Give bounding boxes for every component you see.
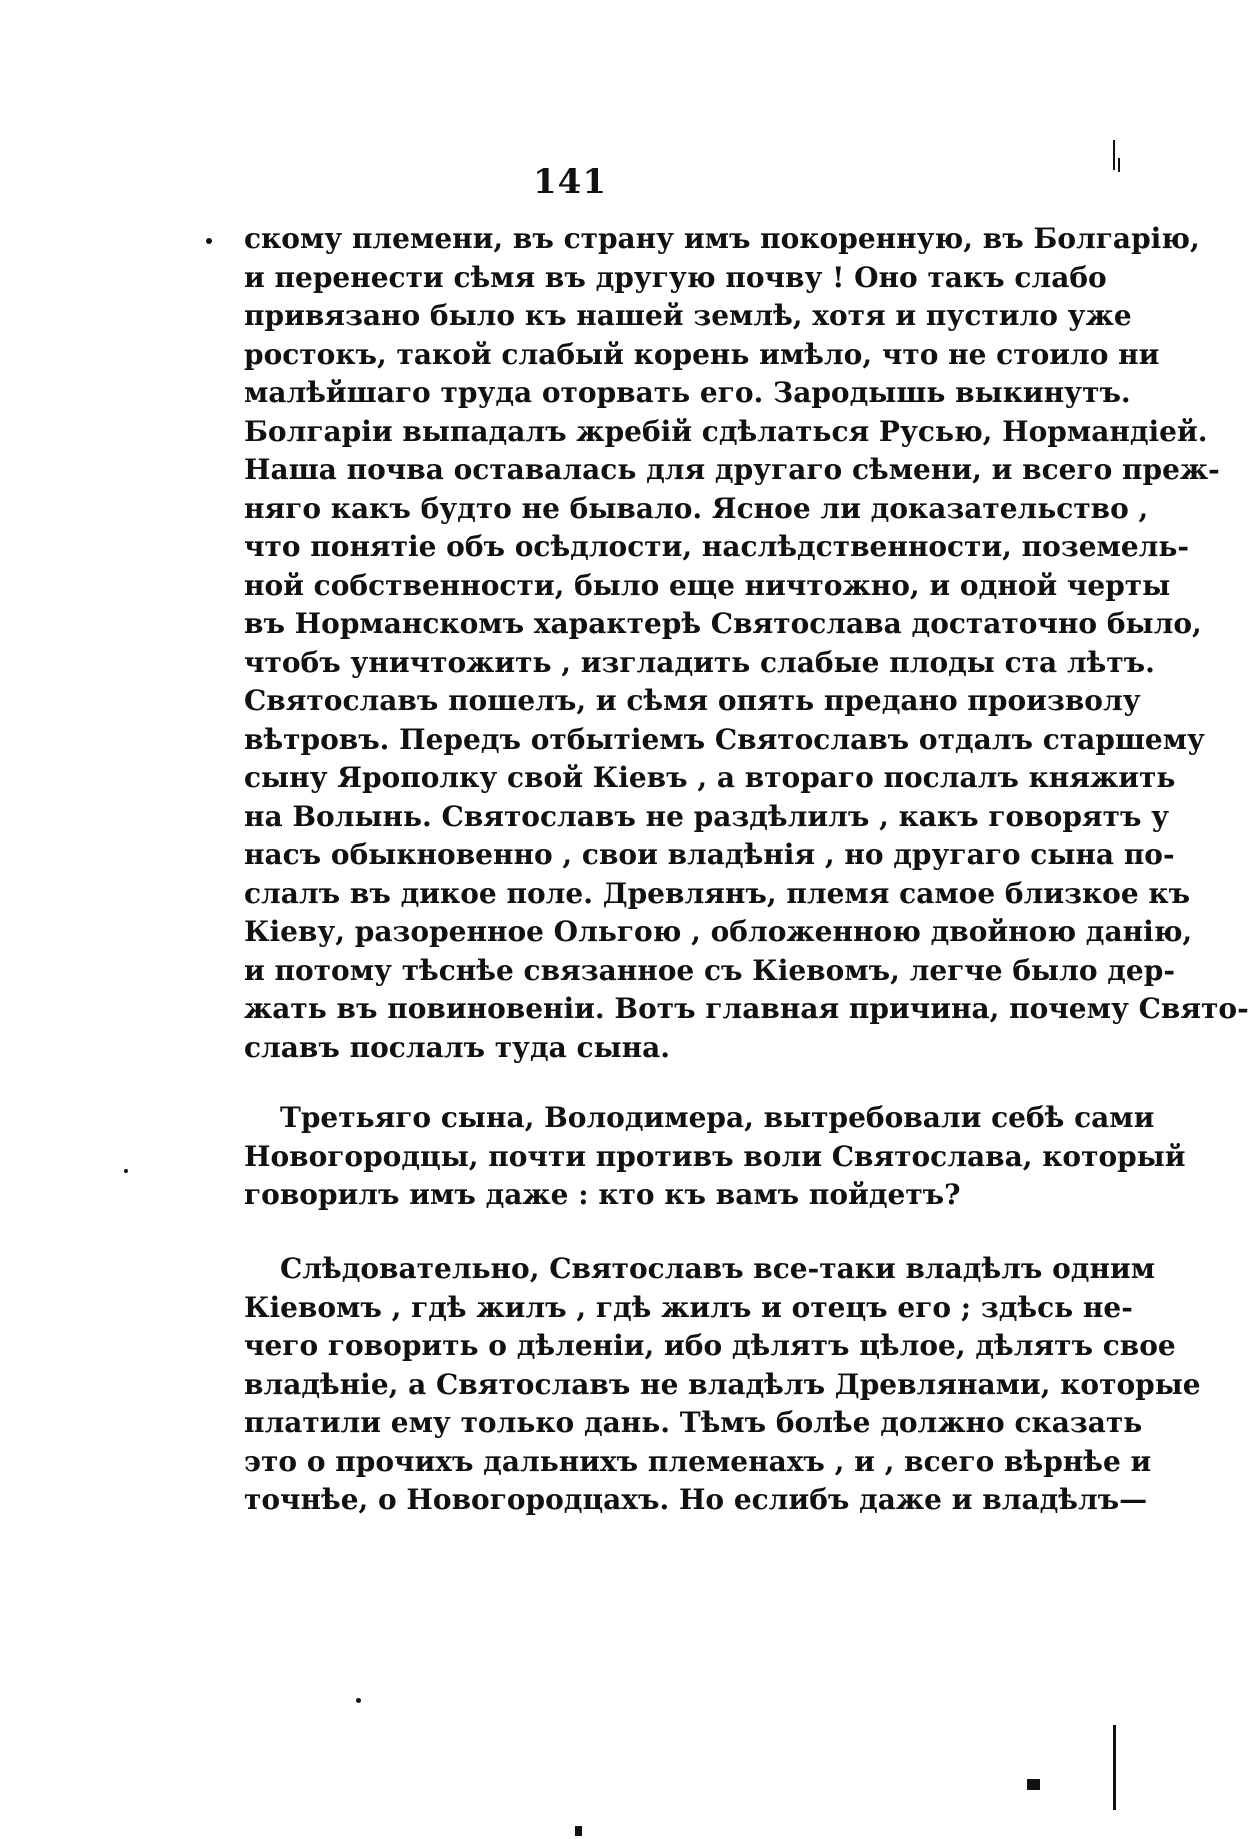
scan-speck: [575, 1826, 582, 1836]
margin-dot: [206, 238, 212, 244]
text-line: малѣйшаго труда оторвать его. Зародышь выкинутъ.: [244, 376, 1131, 409]
paragraph-1: [244, 220, 1249, 1067]
text-line: Святославъ пошелъ, и сѣмя опять предано произволу: [244, 684, 1141, 717]
text-line: чтобъ уничтожить , изгладить слабые плоды ста лѣтъ.: [244, 645, 1155, 679]
text-line: вѣтровъ. Передъ отбытіемъ Святославъ отдалъ старшему: [244, 722, 1205, 756]
text-line: платили ему только дань. Тѣмъ болѣе должно сказать: [244, 1406, 1143, 1439]
paragraph-3: [244, 1250, 1201, 1520]
text-line: въ Норманскомъ характерѣ Святослава достаточно было,: [244, 607, 1202, 640]
scan-speck: [356, 1698, 361, 1703]
text-line: это о прочихъ дальнихъ племенахъ , и , всего вѣрнѣе и: [244, 1444, 1152, 1478]
text-line: слалъ въ дикое поле. Древлянъ, племя самое близкое къ: [244, 876, 1191, 910]
text-line: и потому тѣснѣе связанное съ Кіевомъ, легче было дер-: [244, 953, 1175, 987]
text-line: Кіеву, разоренное Ольгою , обложенною двойною данію,: [244, 915, 1193, 948]
text-line: Третьяго сына, Володимера, вытребовали себѣ сами: [280, 1101, 1155, 1134]
text-line: точнѣе, о Новогородцахъ. Но еслибъ даже и владѣлъ—: [244, 1483, 1148, 1516]
scan-edge-mark: [1113, 140, 1115, 170]
text-line: привязано было къ нашей землѣ, хотя и пустило уже: [244, 299, 1132, 332]
margin-dot: [124, 1169, 128, 1173]
text-line: чего говорить о дѣленіи, ибо дѣлятъ цѣлое, дѣлятъ свое: [244, 1329, 1176, 1362]
text-line: насъ обыкновенно , свои владѣнія , но другаго сына по-: [244, 838, 1175, 871]
text-line: славъ послалъ туда сына.: [244, 1030, 671, 1064]
text-line: сыну Ярополку свой Кіевъ , а втораго послалъ княжить: [244, 761, 1176, 794]
text-line: Болгаріи выпадалъ жребій сдѣлаться Русью, Нормандiей.: [244, 414, 1208, 448]
scan-speck: [1027, 1779, 1040, 1790]
text-line: скому племени, въ страну имъ покоренную, въ Болгарію,: [244, 222, 1200, 255]
scan-edge-mark: [1113, 1725, 1116, 1810]
text-line: Слѣдовательно, Святославъ все-таки владѣлъ одним: [280, 1252, 1156, 1285]
scan-edge-mark: [1118, 158, 1120, 172]
text-line: Кіевомъ , гдѣ жилъ , гдѣ жилъ и отецъ его ; здѣсь не-: [244, 1290, 1133, 1324]
paragraph-2: [244, 1099, 1186, 1215]
text-line: говорилъ имъ даже : кто къ вамъ пойдетъ?: [244, 1178, 961, 1211]
text-line: и перенести сѣмя въ другую почву ! Оно такъ слабо: [244, 260, 1107, 294]
text-line: жать въ повиновеніи. Вотъ главная причина, почему Свято-: [244, 992, 1249, 1025]
text-line: ной собственности, было еще ничтожно, и одной черты: [244, 568, 1171, 602]
text-line: Новогородцы, почти противъ воли Святослава, который: [244, 1139, 1186, 1173]
text-line: владѣніе, а Святославъ не владѣлъ Древлянами, которые: [244, 1367, 1201, 1401]
text-line: что понятіе объ осѣдлости, наслѣдственности, поземель-: [244, 530, 1190, 563]
text-line: няго какъ будто не бывало. Ясное ли доказательство ,: [244, 491, 1149, 525]
text-line: Наша почва оставалась для другаго сѣмени, и всего преж-: [244, 453, 1220, 486]
text-line: на Волынь. Святославъ не раздѣлилъ , какъ говорятъ у: [244, 799, 1170, 833]
text-line: ростокъ, такой слабый корень имѣло, что не стоило ни: [244, 337, 1160, 371]
page-number: 141: [533, 162, 607, 202]
